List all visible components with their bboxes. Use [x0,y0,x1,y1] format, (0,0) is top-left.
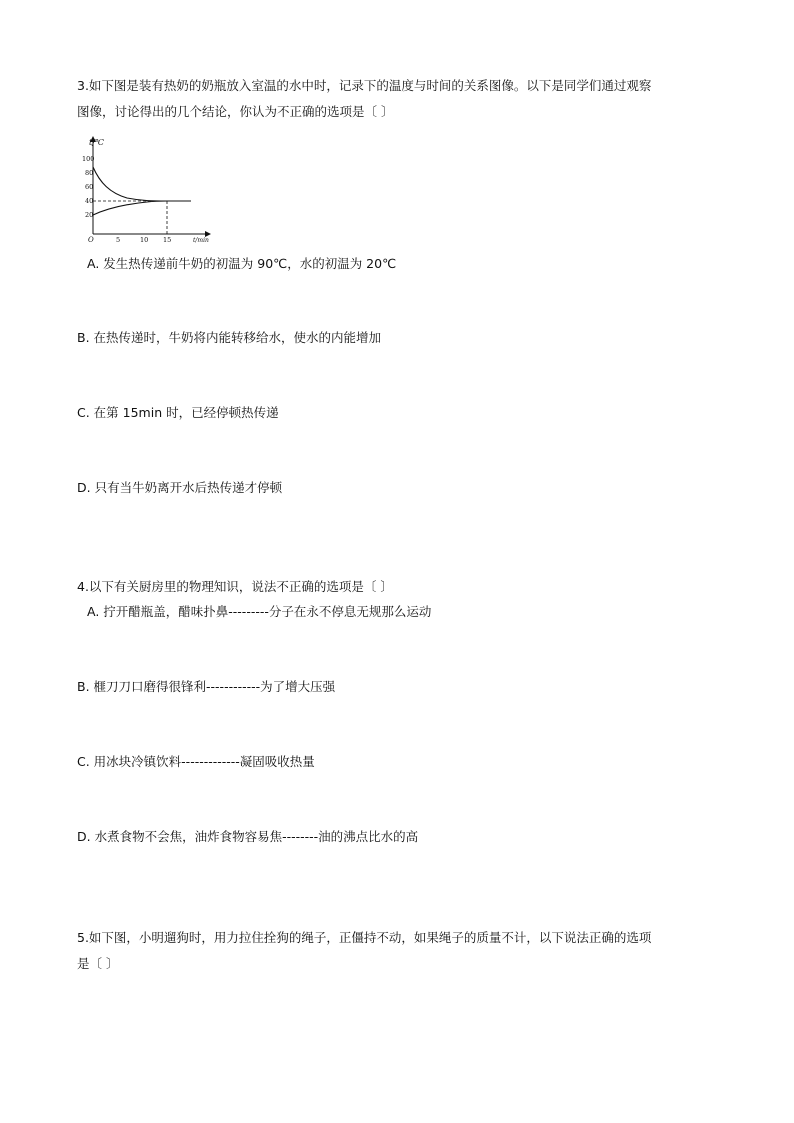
x-tick-10: 10 [140,236,149,244]
q5-stem-line1: 5.如下图，小明遛狗时，用力拉住拴狗的绳子，正僵持不动，如果绳子的质量不计，以下说法正确的选项 [77,930,652,945]
origin-label: O [88,236,94,244]
y-axis-label: t/℃ [89,138,104,147]
x-tick-5: 5 [116,236,121,244]
y-tick-40: 40 [85,197,94,205]
q4-stem: 4.以下有关厨房里的物理知识，说法不正确的选项是〔 〕 [77,579,393,594]
q4-option-a: A. 拧开醋瓶盖，醋味扑鼻---------分子在永不停息无规那么运动 [87,604,432,619]
q5-stem-line2: 是〔 〕 [77,956,119,971]
q3-stem-line2: 图像，讨论得出的几个结论，你认为不正确的选项是〔 〕 [77,104,394,119]
y-tick-80: 80 [85,169,94,177]
q3-option-c: C. 在第 15min 时，已经停顿热传递 [77,405,279,420]
q3-stem-line1: 3.如下图是装有热奶的奶瓶放入室温的水中时，记录下的温度与时间的关系图像。以下是同学们通过观察 [77,78,652,93]
y-tick-60: 60 [85,183,94,191]
water-heating-curve [93,201,167,215]
y-tick-100: 100 [82,155,95,163]
y-tick-20: 20 [85,211,94,219]
q3-option-d: D. 只有当牛奶离开水后热传递才停顿 [77,480,283,495]
temperature-time-graph [82,131,212,246]
q4-option-b: B. 榧刀刀口磨得很锋利------------为了增大压强 [77,679,336,694]
milk-cooling-curve [93,167,191,201]
q3-option-b: B. 在热传递时，牛奶将内能转移给水，使水的内能增加 [77,330,382,345]
q3-option-a: A. 发生热传递前牛奶的初温为 90℃，水的初温为 20℃ [87,256,397,271]
x-tick-15: 15 [163,236,172,244]
q4-option-c: C. 用冰块冷镇饮料-------------凝固吸收热量 [77,754,315,769]
q4-option-d: D. 水煮食物不会焦，油炸食物容易焦--------油的沸点比水的高 [77,829,419,844]
x-axis-label: t/min [193,237,209,244]
